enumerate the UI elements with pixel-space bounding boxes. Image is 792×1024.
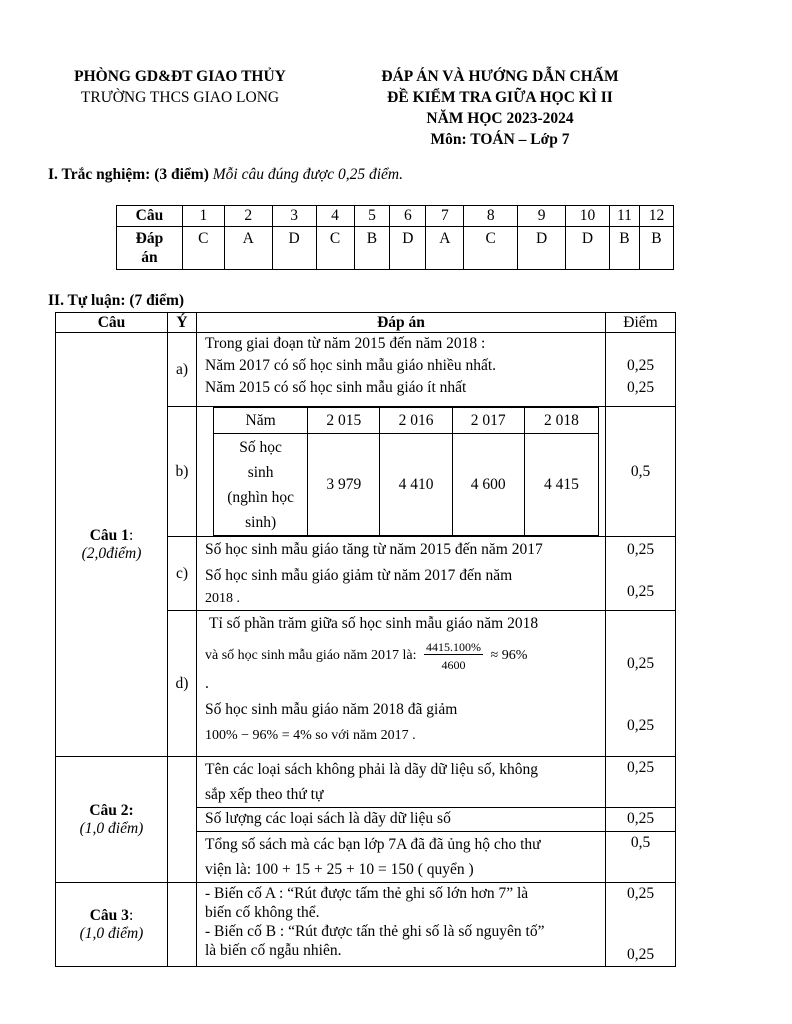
q1-a-answer: Trong giai đoạn từ năm 2015 đến năm 2018 : Năm 2017 có số học sinh mẫu giáo nhiều nhất. Năm 2015 có số học sinh mẫu giáo ít nhất bbox=[197, 333, 606, 407]
q3-y-cell bbox=[168, 883, 197, 967]
section2-title: II. Tự luận: (7 điểm) bbox=[48, 292, 185, 309]
q1-d-answer: Tỉ số phần trăm giữa số học sinh mẫu giáo năm 2018 và số học sinh mẫu giáo năm 2017 là: $\frac{4415.100\%}{4600}$ ≈ 96% . Số học sinh mẫu giáo năm 2018 đã giảm 100% − 96% = 4% so với năm 2017 . bbox=[197, 611, 606, 757]
q3-answer: - Biến cố A : “Rút được tấm thẻ ghi số lớn hơn 7” là biến cố không thể. - Biến cố B : “Rút được tấn thẻ ghi số là số nguyên tố” là biến cố ngẫu nhiên. bbox=[197, 883, 606, 967]
q3-label: Câu 3 bbox=[89, 906, 129, 924]
q1-b-score: 0,5 bbox=[606, 407, 676, 537]
mc-question-2: 2 bbox=[224, 206, 272, 227]
q1-points: (2,0điểm) bbox=[81, 544, 142, 562]
q2-points: (1,0 điểm) bbox=[79, 819, 144, 837]
mc-question-4: 4 bbox=[316, 206, 354, 227]
mc-question-11: 11 bbox=[609, 206, 639, 227]
mc-question-1: 1 bbox=[182, 206, 224, 227]
mc-answer-9: D bbox=[518, 227, 566, 270]
section1-note: Mỗi câu đúng được 0,25 điểm. bbox=[212, 166, 403, 183]
mc-answer-1: C bbox=[182, 227, 224, 270]
header-right bbox=[340, 66, 660, 150]
mc-answer-8: C bbox=[464, 227, 518, 270]
q1-b-year-label: Năm bbox=[214, 408, 308, 434]
q1-b-year-3: 2 017 bbox=[452, 408, 524, 434]
mc-question-8: 8 bbox=[464, 206, 518, 227]
q2-r3-score: 0,5 bbox=[606, 832, 676, 883]
q2-r2-score: 0,25 bbox=[606, 808, 676, 832]
subject: Môn: TOÁN – Lớp 7 bbox=[430, 131, 570, 148]
exam-title: ĐỀ KIỂM TRA GIỮA HỌC KÌ II bbox=[387, 89, 613, 106]
q1-d-score: 0,25 0,25 bbox=[606, 611, 676, 757]
q3-points: (1,0 điểm) bbox=[79, 924, 144, 942]
mc-answer-3: D bbox=[272, 227, 316, 270]
mc-question-10: 10 bbox=[566, 206, 610, 227]
q2-r1-score: 0,25 bbox=[606, 757, 676, 808]
q3-label-cell: Câu 3: (1,0 điểm) bbox=[56, 883, 168, 967]
multiple-choice-table bbox=[116, 205, 674, 270]
q1-b-value-1: 3 979 bbox=[308, 434, 380, 536]
header-cau: Câu bbox=[56, 313, 168, 333]
header-diem: Điểm bbox=[606, 313, 676, 333]
mc-question-6: 6 bbox=[390, 206, 426, 227]
mc-question-row bbox=[117, 206, 674, 227]
mc-question-3: 3 bbox=[272, 206, 316, 227]
department-name: PHÒNG GD&ĐT GIAO THỦY bbox=[74, 68, 286, 85]
section1-title: I. Trắc nghiệm: (3 điểm) bbox=[48, 166, 209, 183]
q2-r1-row bbox=[56, 757, 676, 808]
q1-c-label: c) bbox=[168, 537, 197, 611]
mc-question-5: 5 bbox=[354, 206, 390, 227]
mc-answer-4: C bbox=[316, 227, 354, 270]
mc-row-label-dap-an: Đáp án bbox=[117, 227, 183, 270]
mc-answer-12: B bbox=[639, 227, 673, 270]
header-left bbox=[40, 66, 320, 108]
q1-b-row-label: Số học sinh (nghìn học sinh) bbox=[214, 434, 308, 536]
q1-b-value-2: 4 410 bbox=[380, 434, 452, 536]
q1-b-year-1: 2 015 bbox=[308, 408, 380, 434]
mc-answer-11: B bbox=[609, 227, 639, 270]
q2-label: Câu 2: bbox=[89, 801, 134, 819]
school-name: TRƯỜNG THCS GIAO LONG bbox=[80, 89, 280, 106]
q2-y-cell bbox=[168, 757, 197, 883]
mc-question-12: 12 bbox=[639, 206, 673, 227]
school-year: NĂM HỌC 2023-2024 bbox=[426, 110, 574, 127]
q1-c-answer: Số học sinh mẫu giáo tăng từ năm 2015 đến năm 2017 Số học sinh mẫu giáo giảm từ năm 2017 đến năm 2018 . bbox=[197, 537, 606, 611]
mc-answer-6: D bbox=[390, 227, 426, 270]
q2-label-cell bbox=[56, 757, 168, 883]
q2-r1-answer: Tên các loại sách không phải là dãy dữ liệu số, không sắp xếp theo thứ tự bbox=[197, 757, 606, 808]
mc-answer-5: B bbox=[354, 227, 390, 270]
q1-a-label: a) bbox=[168, 333, 197, 407]
q1-b-value-3: 4 600 bbox=[452, 434, 524, 536]
q1-b-data-table bbox=[213, 407, 599, 536]
header-y: Ý bbox=[168, 313, 197, 333]
mc-question-9: 9 bbox=[518, 206, 566, 227]
percentage-fraction: $\frac{4415.100\%}{4600}$ bbox=[426, 639, 482, 672]
header-dap-an: Đáp án bbox=[197, 313, 606, 333]
mc-answer-row bbox=[117, 227, 674, 270]
section1-heading bbox=[48, 166, 403, 184]
essay-table bbox=[55, 312, 676, 967]
q1-b-value-row bbox=[214, 434, 599, 536]
mc-answer-10: D bbox=[566, 227, 610, 270]
q1-c-score: 0,25 0,25 bbox=[606, 537, 676, 611]
q3-row bbox=[56, 883, 676, 967]
mc-row-label-cau: Câu bbox=[117, 206, 183, 227]
q1-a-row bbox=[56, 333, 676, 407]
q1-b-year-row bbox=[214, 408, 599, 434]
q1-b-year-2: 2 016 bbox=[380, 408, 452, 434]
doc-title: ĐÁP ÁN VÀ HƯỚNG DẪN CHẤM bbox=[381, 68, 619, 85]
q1-d-label: d) bbox=[168, 611, 197, 757]
q2-r3-answer: Tổng số sách mà các bạn lớp 7A đã đã ủng hộ cho thư viện là: 100 + 15 + 25 + 10 = 150 ( quyển ) bbox=[197, 832, 606, 883]
essay-header-row bbox=[56, 313, 676, 333]
q1-label: Câu 1 bbox=[89, 526, 129, 544]
q1-a-score: 0,25 0,25 bbox=[606, 333, 676, 407]
q1-b-label: b) bbox=[168, 407, 197, 537]
mc-question-7: 7 bbox=[426, 206, 464, 227]
mc-answer-2: A bbox=[224, 227, 272, 270]
q1-label-cell: Câu 1: (2,0điểm) bbox=[56, 333, 168, 757]
q3-score: 0,25 0,25 bbox=[606, 883, 676, 967]
q1-b-value-4: 4 415 bbox=[524, 434, 598, 536]
q2-r2-answer: Số lượng các loại sách là dãy dữ liệu số bbox=[197, 808, 606, 832]
mc-answer-7: A bbox=[426, 227, 464, 270]
q1-b-year-4: 2 018 bbox=[524, 408, 598, 434]
q1-b-answer bbox=[197, 407, 606, 537]
